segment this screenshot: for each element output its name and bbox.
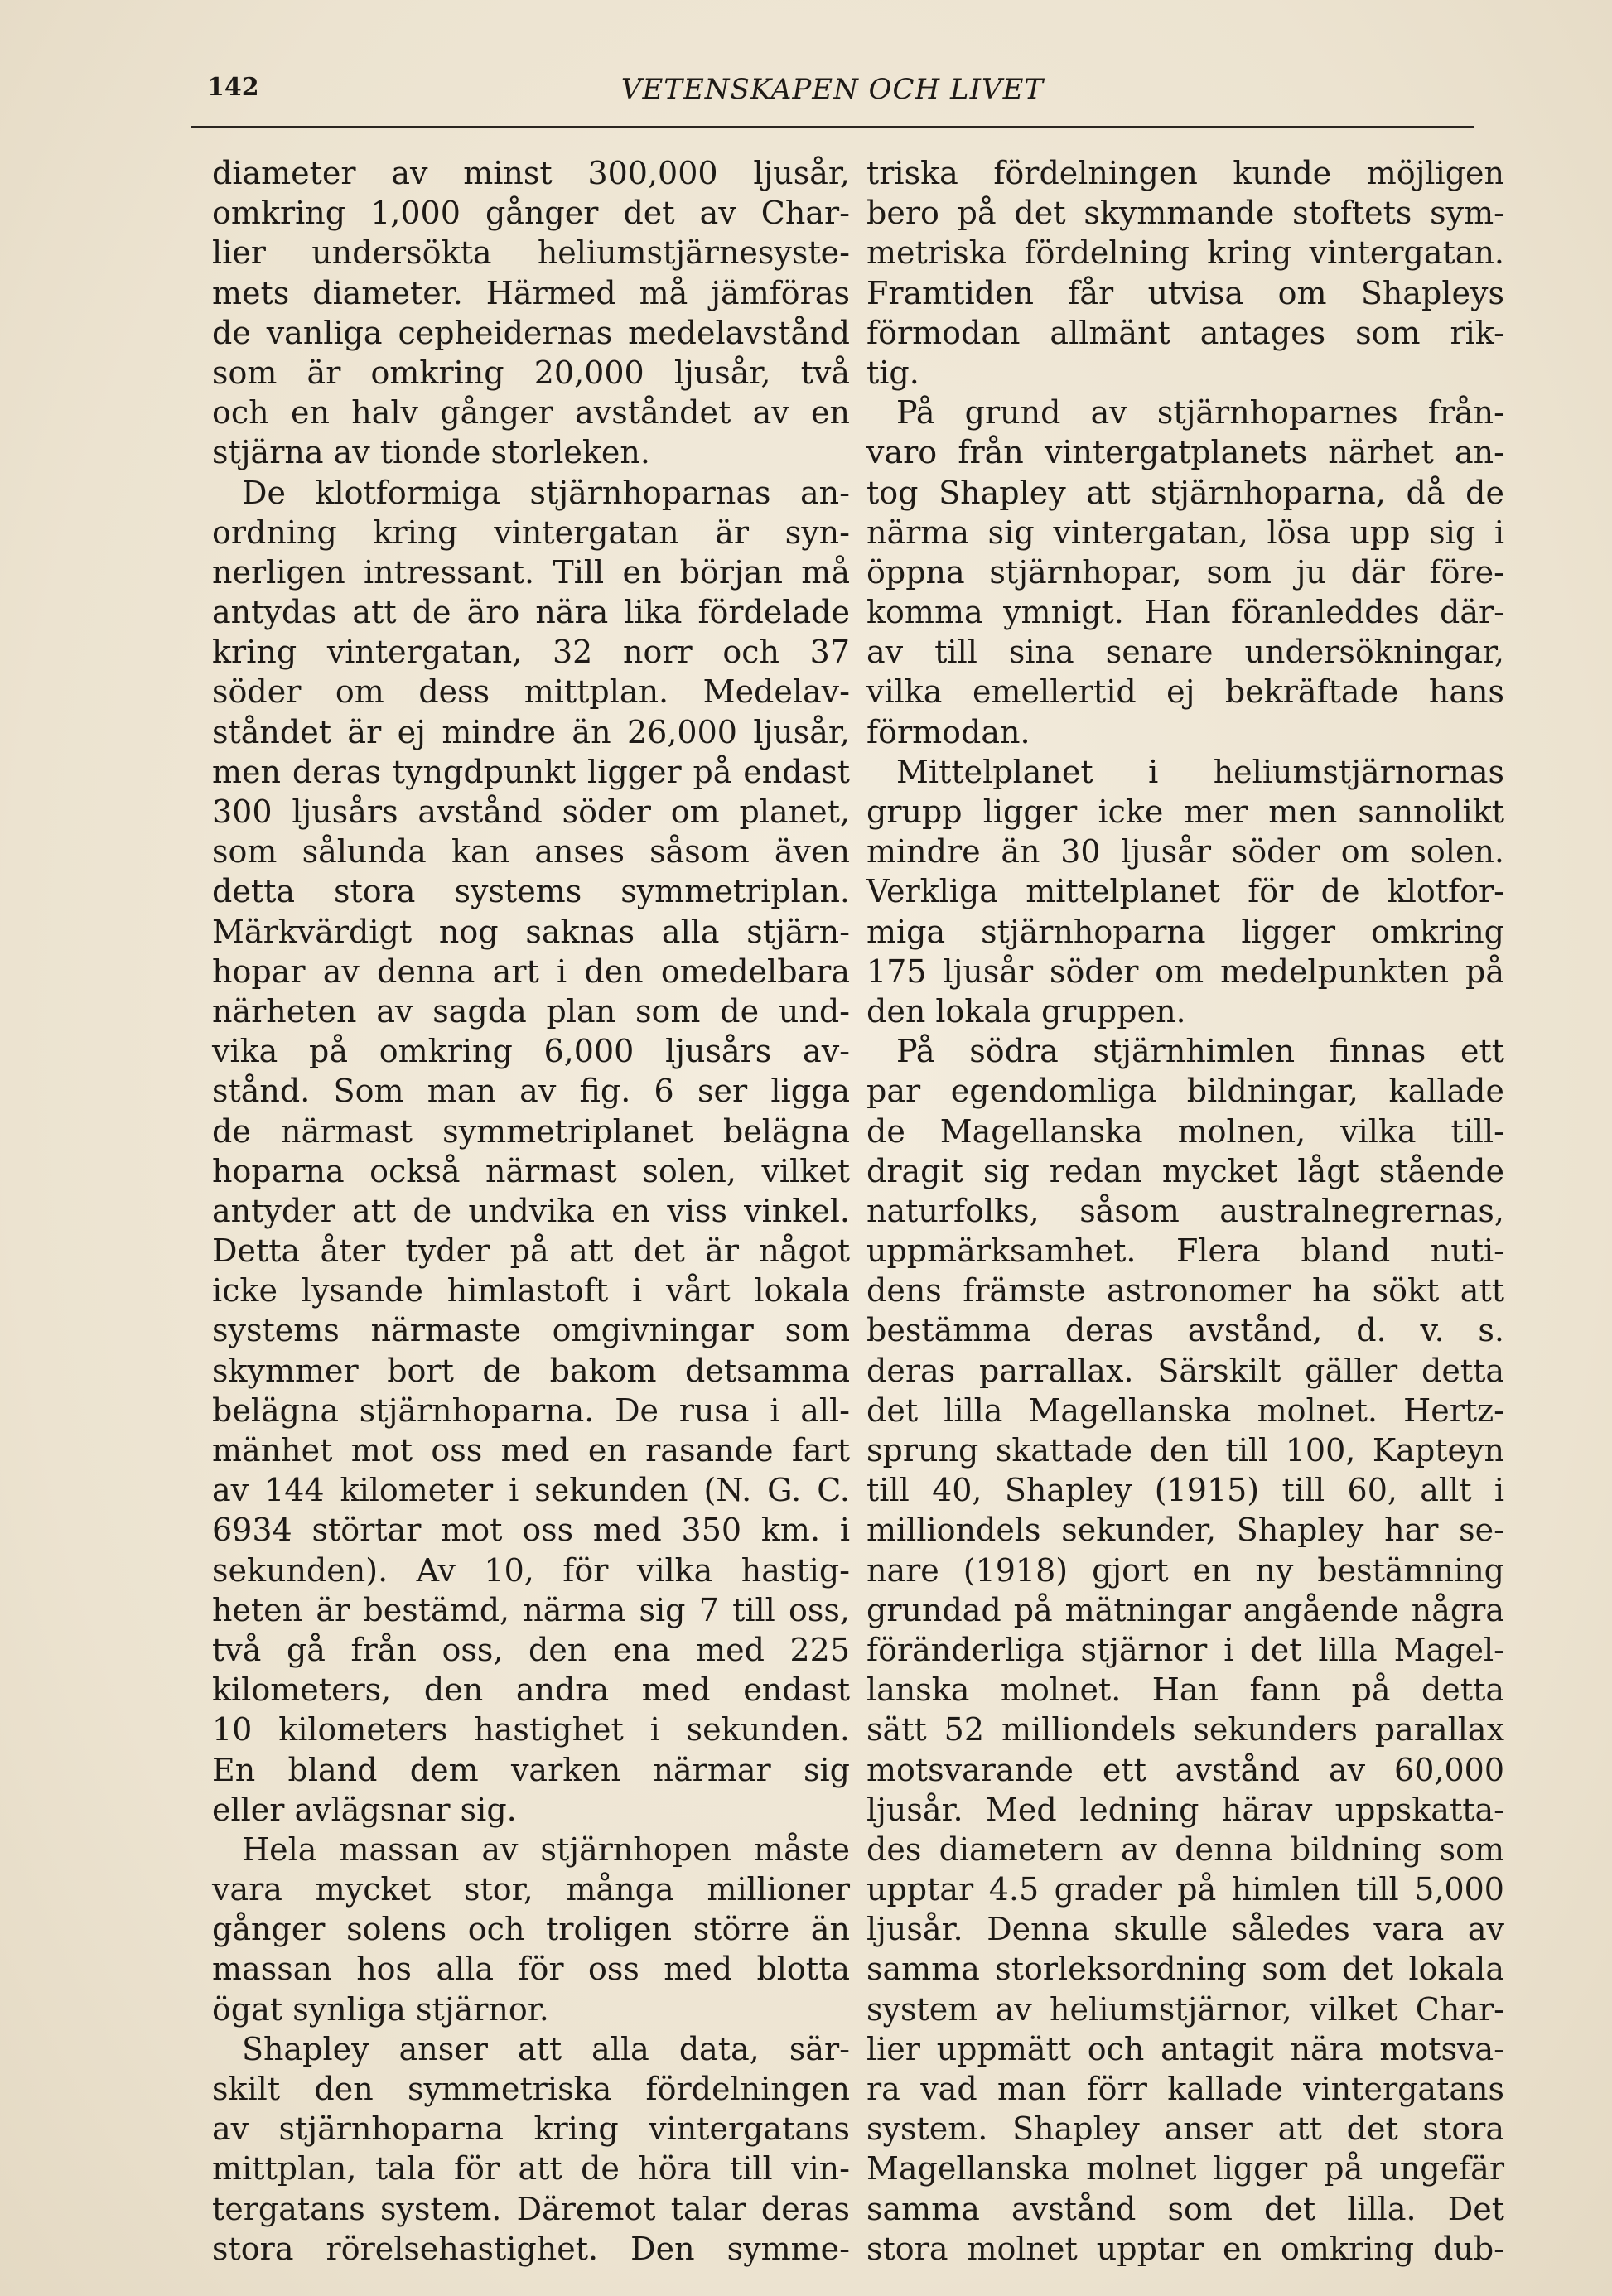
text-line: gånger solens och troligen större än: [212, 1911, 850, 1948]
text-line: stjärna av tionde storleken.: [212, 434, 650, 471]
text-line: hoparna också närmast solen, vilket: [212, 1152, 850, 1189]
text-line: nare (1918) gjort en ny bestämning: [866, 1551, 1504, 1589]
text-line: des diametern av denna bildning som: [866, 1831, 1504, 1868]
text-line: ögat synliga stjärnor.: [212, 1990, 549, 2028]
text-line: samma storleksordning som det lokala: [866, 1951, 1504, 1988]
text-line: grupp ligger icke mer men sannolikt: [866, 793, 1504, 830]
text-line: förmodan.: [866, 713, 1030, 750]
text-line: ljusår. Med ledning härav uppskatta-: [866, 1791, 1504, 1828]
text-line: kring vintergatan, 32 norr och 37: [212, 634, 850, 671]
page-number: 142: [207, 73, 259, 102]
text-line: av till sina senare undersökningar,: [866, 634, 1504, 671]
text-line: Framtiden får utvisa om Shapleys: [866, 274, 1504, 311]
text-line: stora molnet upptar en omkring dub-: [866, 2230, 1504, 2267]
text-line: förmodan allmänt antages som rik-: [866, 314, 1504, 351]
text-line: miga stjärnhoparna ligger omkring: [866, 913, 1504, 950]
text-line: sekunden). Av 10, för vilka hastig-: [212, 1551, 850, 1589]
text-line: grundad på mätningar angående några: [866, 1591, 1504, 1628]
text-line: sprung skattade den till 100, Kapteyn: [866, 1432, 1504, 1469]
text-line: de närmast symmetriplanet belägna: [212, 1112, 850, 1150]
text-line: bestämma deras avstånd, d. v. s.: [866, 1312, 1504, 1349]
text-line: de vanliga cepheidernas medelavstånd: [212, 314, 850, 351]
text-line: tog Shapley att stjärnhoparna, då de: [866, 474, 1504, 511]
text-line: av 144 kilometer i sekunden (N. G. C.: [212, 1472, 850, 1509]
text-line: skymmer bort de bakom detsamma: [212, 1352, 850, 1389]
text-line: nerligen intressant. Till en början må: [212, 553, 850, 591]
text-line: det lilla Magellanska molnet. Hertz-: [866, 1392, 1504, 1429]
text-line: lanska molnet. Han fann på detta: [866, 1671, 1504, 1709]
text-line: men deras tyngdpunkt ligger på endast: [212, 753, 850, 790]
text-line: antydas att de äro nära lika fördelade: [212, 594, 850, 631]
text-line: närma sig vintergatan, lösa upp sig i: [866, 514, 1504, 551]
right-column: [866, 153, 1504, 2269]
header-rule: [191, 126, 1474, 128]
text-line: öppna stjärnhopar, som ju där före-: [866, 553, 1504, 591]
text-line: samma avstånd som det lilla. Det: [866, 2190, 1504, 2227]
text-line: metriska fördelning kring vintergatan.: [866, 234, 1504, 272]
text-line: massan hos alla för oss med blotta: [212, 1951, 850, 1988]
text-line: lier undersökta heliumstjärnesyste-: [212, 234, 850, 272]
text-line: mänhet mot oss med en rasande fart: [212, 1432, 850, 1469]
text-line: ordning kring vintergatan är syn-: [212, 514, 850, 551]
text-line: En bland dem varken närmar sig: [212, 1751, 850, 1788]
text-line: mets diameter. Härmed må jämföras: [212, 274, 850, 311]
text-line: sätt 52 milliondels sekunders parallax: [866, 1711, 1504, 1749]
text-line: På södra stjärnhimlen finnas ett: [896, 1033, 1504, 1070]
text-line: tig.: [866, 354, 919, 391]
text-line: diameter av minst 300,000 ljusår,: [212, 155, 850, 191]
text-line: föränderliga stjärnor i det lilla Magel-: [866, 1631, 1504, 1668]
running-title: VETENSKAPEN OCH LIVET: [620, 73, 1045, 106]
page-header: [191, 73, 1474, 123]
text-line: som är omkring 20,000 ljusår, två: [212, 354, 850, 391]
text-line: bero på det skymmande stoftets sym-: [866, 195, 1504, 232]
text-line: deras parrallax. Särskilt gäller detta: [866, 1352, 1504, 1389]
text-line: stånd. Som man av fig. 6 ser ligga: [212, 1073, 850, 1110]
text-line: heten är bestämd, närma sig 7 till oss,: [212, 1591, 850, 1628]
text-line: komma ymnigt. Han föranleddes där-: [866, 594, 1504, 631]
text-line: Verkliga mittelplanet för de klotfor-: [866, 873, 1504, 910]
text-line: systems närmaste omgivningar som: [212, 1312, 850, 1349]
text-line: skilt den symmetriska fördelningen: [212, 2071, 850, 2107]
text-line: Märkvärdigt nog saknas alla stjärn-: [212, 913, 850, 950]
text-line: ståndet är ej mindre än 26,000 ljusår,: [212, 713, 850, 750]
text-line: antyder att de undvika en viss vinkel.: [212, 1192, 850, 1229]
text-line: närheten av sagda plan som de und-: [212, 992, 850, 1030]
text-line: På grund av stjärnhoparnes från-: [896, 394, 1504, 432]
text-line: motsvarande ett avstånd av 60,000: [866, 1751, 1504, 1788]
text-line: detta stora systems symmetriplan.: [212, 873, 850, 910]
text-line: varo från vintergatplanets närhet an-: [866, 434, 1504, 471]
text-line: stora rörelsehastighet. Den symme-: [212, 2230, 850, 2267]
text-line: vika på omkring 6,000 ljusårs av-: [212, 1033, 850, 1070]
text-line: Magellanska molnet ligger på ungefär: [866, 2150, 1504, 2187]
text-line: icke lysande himlastoft i vårt lokala: [212, 1272, 850, 1310]
text-line: de Magellanska molnen, vilka till-: [866, 1112, 1504, 1150]
text-line: 175 ljusår söder om medelpunkten på: [866, 953, 1504, 990]
text-line: vara mycket stor, många millioner: [212, 1871, 850, 1908]
text-line: system av heliumstjärnor, vilket Char-: [866, 1990, 1504, 2028]
text-line: dragit sig redan mycket lågt stående: [866, 1152, 1504, 1189]
left-column: [212, 153, 850, 2269]
text-line: den lokala gruppen.: [866, 992, 1186, 1030]
text-line: uppmärksamhet. Flera bland nuti-: [866, 1232, 1504, 1270]
text-line: belägna stjärnhoparna. De rusa i all-: [212, 1392, 850, 1429]
text-line: Mittelplanet i heliumstjärnornas: [896, 753, 1504, 790]
text-line: som sålunda kan anses såsom även: [212, 833, 850, 871]
text-line: par egendomliga bildningar, kallade: [866, 1073, 1504, 1110]
text-line: dens främste astronomer ha sökt att: [866, 1272, 1504, 1310]
text-line: triska fördelningen kunde möjligen: [866, 155, 1504, 191]
text-line: upptar 4.5 grader på himlen till 5,000: [866, 1871, 1504, 1908]
text-line: kilometers, den andra med endast: [212, 1671, 850, 1709]
text-line: och en halv gånger avståndet av en: [212, 394, 850, 432]
text-line: lier uppmätt och antagit nära motsva-: [866, 2030, 1504, 2067]
text-line: De klotformiga stjärnhoparnas an-: [242, 474, 850, 511]
text-line: Hela massan av stjärnhopen måste: [242, 1831, 850, 1868]
text-line: 6934 störtar mot oss med 350 km. i: [212, 1512, 850, 1549]
text-line: tergatans system. Däremot talar deras: [212, 2190, 850, 2227]
text-line: Detta åter tyder på att det är något: [212, 1232, 850, 1270]
text-line: 300 ljusårs avstånd söder om planet,: [212, 793, 850, 830]
text-line: omkring 1,000 gånger det av Char-: [212, 195, 850, 232]
text-line: mittplan, tala för att de höra till vin-: [212, 2150, 850, 2187]
text-line: mindre än 30 ljusår söder om solen.: [866, 833, 1504, 871]
text-line: söder om dess mittplan. Medelav-: [212, 673, 850, 711]
text-line: Shapley anser att alla data, sär-: [242, 2030, 850, 2067]
text-line: ra vad man förr kallade vintergatans: [866, 2071, 1504, 2107]
text-line: eller avlägsnar sig.: [212, 1791, 517, 1828]
text-line: milliondels sekunder, Shapley har se-: [866, 1512, 1504, 1549]
text-line: ljusår. Denna skulle således vara av: [866, 1911, 1504, 1948]
text-line: 10 kilometers hastighet i sekunden.: [212, 1711, 850, 1749]
text-line: av stjärnhoparna kring vintergatans: [212, 2110, 850, 2148]
text-line: två gå från oss, den ena med 225: [212, 1631, 850, 1668]
text-line: hopar av denna art i den omedelbara: [212, 953, 850, 990]
text-line: till 40, Shapley (1915) till 60, allt i: [866, 1472, 1504, 1509]
text-line: system. Shapley anser att det stora: [866, 2110, 1504, 2148]
text-line: naturfolks, såsom australnegrernas,: [866, 1192, 1504, 1229]
text-line: vilka emellertid ej bekräftade hans: [866, 673, 1504, 711]
